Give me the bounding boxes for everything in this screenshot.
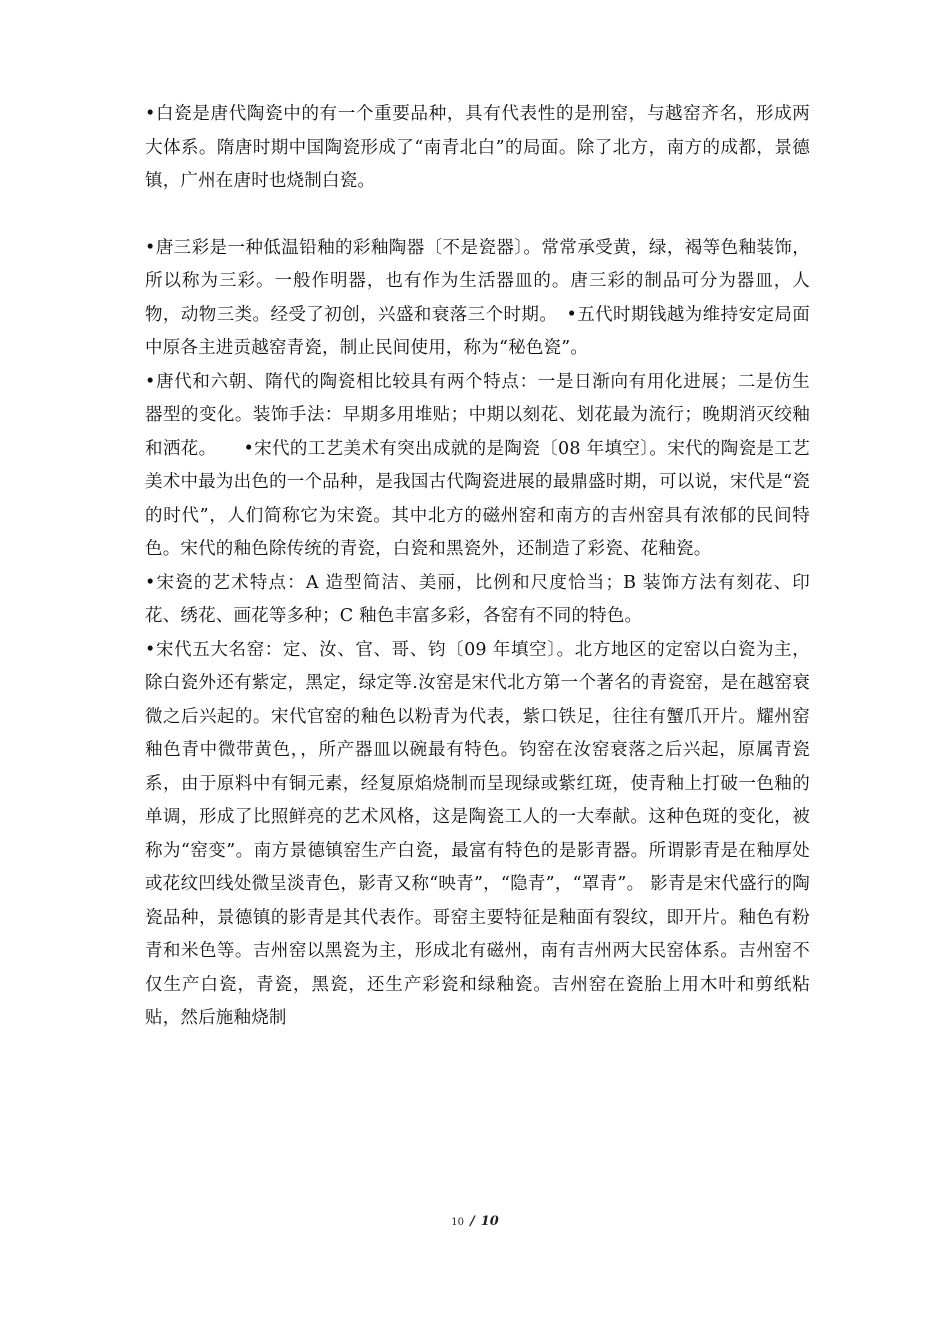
current-page-number: 10 bbox=[451, 1217, 464, 1228]
total-pages-number: 10 bbox=[480, 1214, 499, 1229]
paragraph-tang-sancai: •唐三彩是一种低温铅釉的彩釉陶器〔不是瓷器〕。常常承受黄，绿，褐等色釉装饰，所以称为三彩。一般作明器，也有作为生活器皿的。唐三彩的制品可分为器皿，人物，动物三类。经受了初创，兴盛和衰落三个时期。 •五代时期钱越为维持安定局面中原各主进贡越窑青瓷，制止民间使用，称为“秘色瓷”。 bbox=[145, 237, 810, 358]
page-separator: / bbox=[469, 1214, 475, 1229]
page-number-footer bbox=[0, 1214, 950, 1229]
paragraph-white-porcelain: •白瓷是唐代陶瓷中的有一个重要品种，具有代表性的是刑窑，与越窑齐名，形成两大体系。隋唐时期中国陶瓷形成了“南青北白”的局面。除了北方，南方的成都，景德镇，广州在唐时也烧制白瓷。 bbox=[145, 104, 810, 191]
document-body bbox=[145, 98, 810, 1036]
paragraph-five-famous-kilns: •宋代五大名窑：定、汝、官、哥、钧〔09 年填空〕。北方地区的定窑以白瓷为主，除白瓷外还有紫定，黑定，绿定等.汝窑是宋代北方第一个著名的青瓷窑，是在越窑衰微之后兴起的。宋代官窑的釉色以粉青为代表，紫口铁足，往往有蟹爪开片。耀州窑釉色青中微带黄色，，所产器皿以碗最有特色。钧窑在汝窑衰落之后兴起，原属青瓷系，由于原料中有铜元素，经复原焰烧制而呈现绿或紫红斑，使青釉上打破一色釉的单调，形成了比照鲜亮的艺术风格，这是陶瓷工人的一大奉献。这种色斑的变化，被称为“窑变”。南方景德镇窑生产白瓷，最富有特色的是影青器。所谓影青是在釉厚处或花纹凹线处微呈淡青色，影青又称“映青”，“隐青”，“罩青”。 影青是宋代盛行的陶瓷品种，景德镇的影青是其代表作。哥窑主要特征是釉面有裂纹，即开片。釉色有粉青和米色等。吉州窑以黑瓷为主，形成北有磁州，南有吉州两大民窑体系。吉州窑不仅生产白瓷，青瓷，黑瓷，还生产彩瓷和绿釉瓷。吉州窑在瓷胎上用木叶和剪纸粘贴，然后施釉烧制 bbox=[145, 639, 810, 1028]
paragraph-song-art-features: •宋瓷的艺术特点：A 造型简洁、美丽，比例和尺度恰当；B 装饰方法有刻花、印花、绣花、画花等多种；C 釉色丰富多彩，各窑有不同的特色。 bbox=[145, 572, 810, 626]
paragraph-tang-features-song-ceramics: •唐代和六朝、隋代的陶瓷相比较具有两个特点：一是日渐向有用化进展；二是仿生器型的变化。装饰手法：早期多用堆贴；中期以刻花、划花最为流行；晚期消灭绞釉和洒花。 •宋代的工艺美术有突出成就的是陶瓷〔08 年填空〕。宋代的陶瓷是工艺美术中最为出色的一个品种，是我国古代陶瓷进展的最鼎盛时期，可以说，宋代是“瓷的时代”，人们简称它为宋瓷。其中北方的磁州窑和南方的吉州窑具有浓郁的民间特色。宋代的釉色除传统的青瓷，白瓷和黑瓷外，还制造了彩瓷、花釉瓷。 bbox=[145, 371, 810, 559]
